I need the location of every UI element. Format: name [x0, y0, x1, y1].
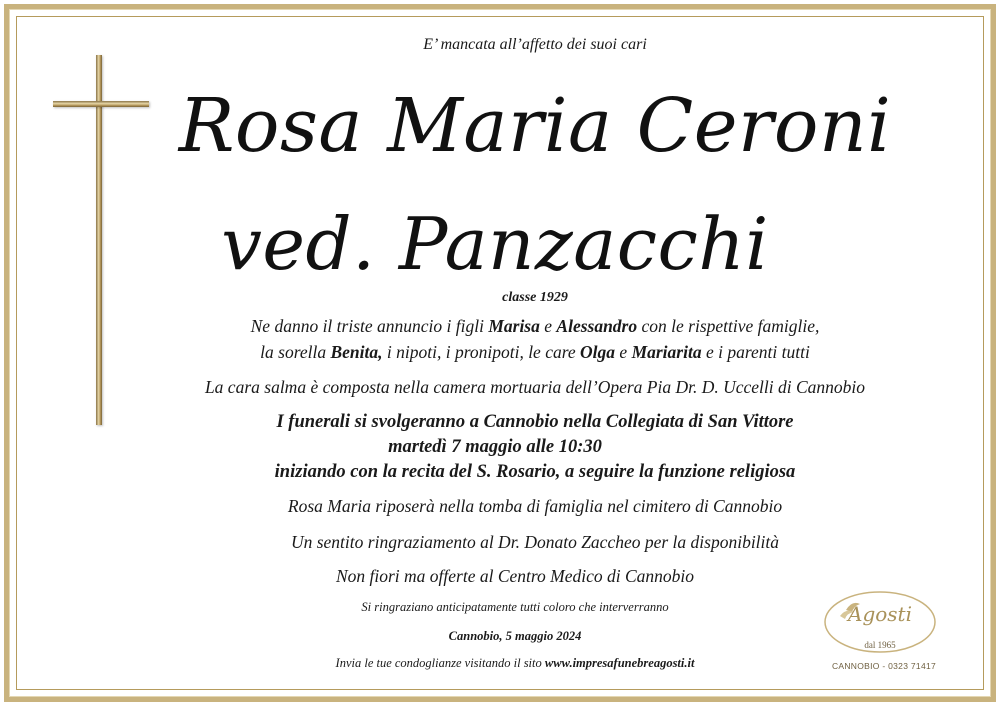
funeral-details: iniziando con la recita del S. Rosario, a seguire la funzione religiosa	[274, 462, 796, 482]
logo-address: CANNOBIO - 0323 71417	[831, 661, 937, 671]
condolences-line	[140, 656, 890, 671]
announcement-text: con le rispettive famiglie,	[637, 316, 820, 336]
donation-request: Non fiori ma offerte al Centro Medico di Cannobio	[335, 566, 695, 586]
announcement-text: i nipoti, i pronipoti, le care	[382, 342, 581, 362]
notice-content	[160, 0, 910, 706]
place-and-date: Cannobio, 5 maggio 2024	[448, 629, 582, 643]
announcement-text: e	[615, 342, 632, 362]
relative-name: Olga	[580, 342, 616, 362]
announcement-text: la sorella	[260, 342, 331, 362]
announcement-text: Ne danno il triste annuncio i figli	[250, 316, 489, 336]
logo-since: dal 1965	[864, 640, 896, 650]
deceased-married-name: ved. Panzacchi	[221, 202, 769, 286]
relative-name: Marisa	[488, 316, 540, 336]
advance-thanks: Si ringraziano anticipatamente tutti coloro che interverranno	[361, 600, 669, 614]
funeral-datetime: martedì 7 maggio alle 10:30	[388, 437, 602, 457]
thanks-line: Un sentito ringraziamento al Dr. Donato Zaccheo per la disponibilità	[290, 532, 780, 552]
relative-name: Mariarita	[631, 342, 702, 362]
birth-year: classe 1929	[502, 290, 568, 305]
funeral-home-logo	[818, 588, 950, 680]
relative-name: Alessandro	[556, 316, 638, 336]
burial-info: Rosa Maria riposerà nella tomba di famiglia nel cimitero di Cannobio	[287, 496, 783, 516]
website-link[interactable]: www.impresafunebreagosti.it	[544, 656, 695, 670]
announcement-line-2	[160, 342, 910, 363]
funeral-location: I funerali si svolgeranno a Cannobio nella Collegiata di San Vittore	[276, 412, 794, 432]
logo-name: Agosti	[848, 602, 912, 626]
deceased-name: Rosa Maria Ceroni	[178, 83, 892, 169]
wake-location: La cara salma è composta nella camera mortuaria dell’Opera Pia Dr. D. Uccelli di Cannobio	[204, 377, 866, 397]
announcement-text: e i parenti tutti	[701, 342, 810, 362]
announcement-line-1	[160, 316, 910, 337]
cross-vertical-bar	[96, 55, 102, 425]
announcement-text: e	[539, 316, 557, 336]
relative-name: Benita,	[330, 342, 383, 362]
intro-text: E’ mancata all’affetto dei suoi cari	[423, 36, 647, 53]
cross-horizontal-bar	[53, 101, 149, 107]
condolences-text: Invia le tue condoglianze visitando il sito	[335, 656, 545, 670]
